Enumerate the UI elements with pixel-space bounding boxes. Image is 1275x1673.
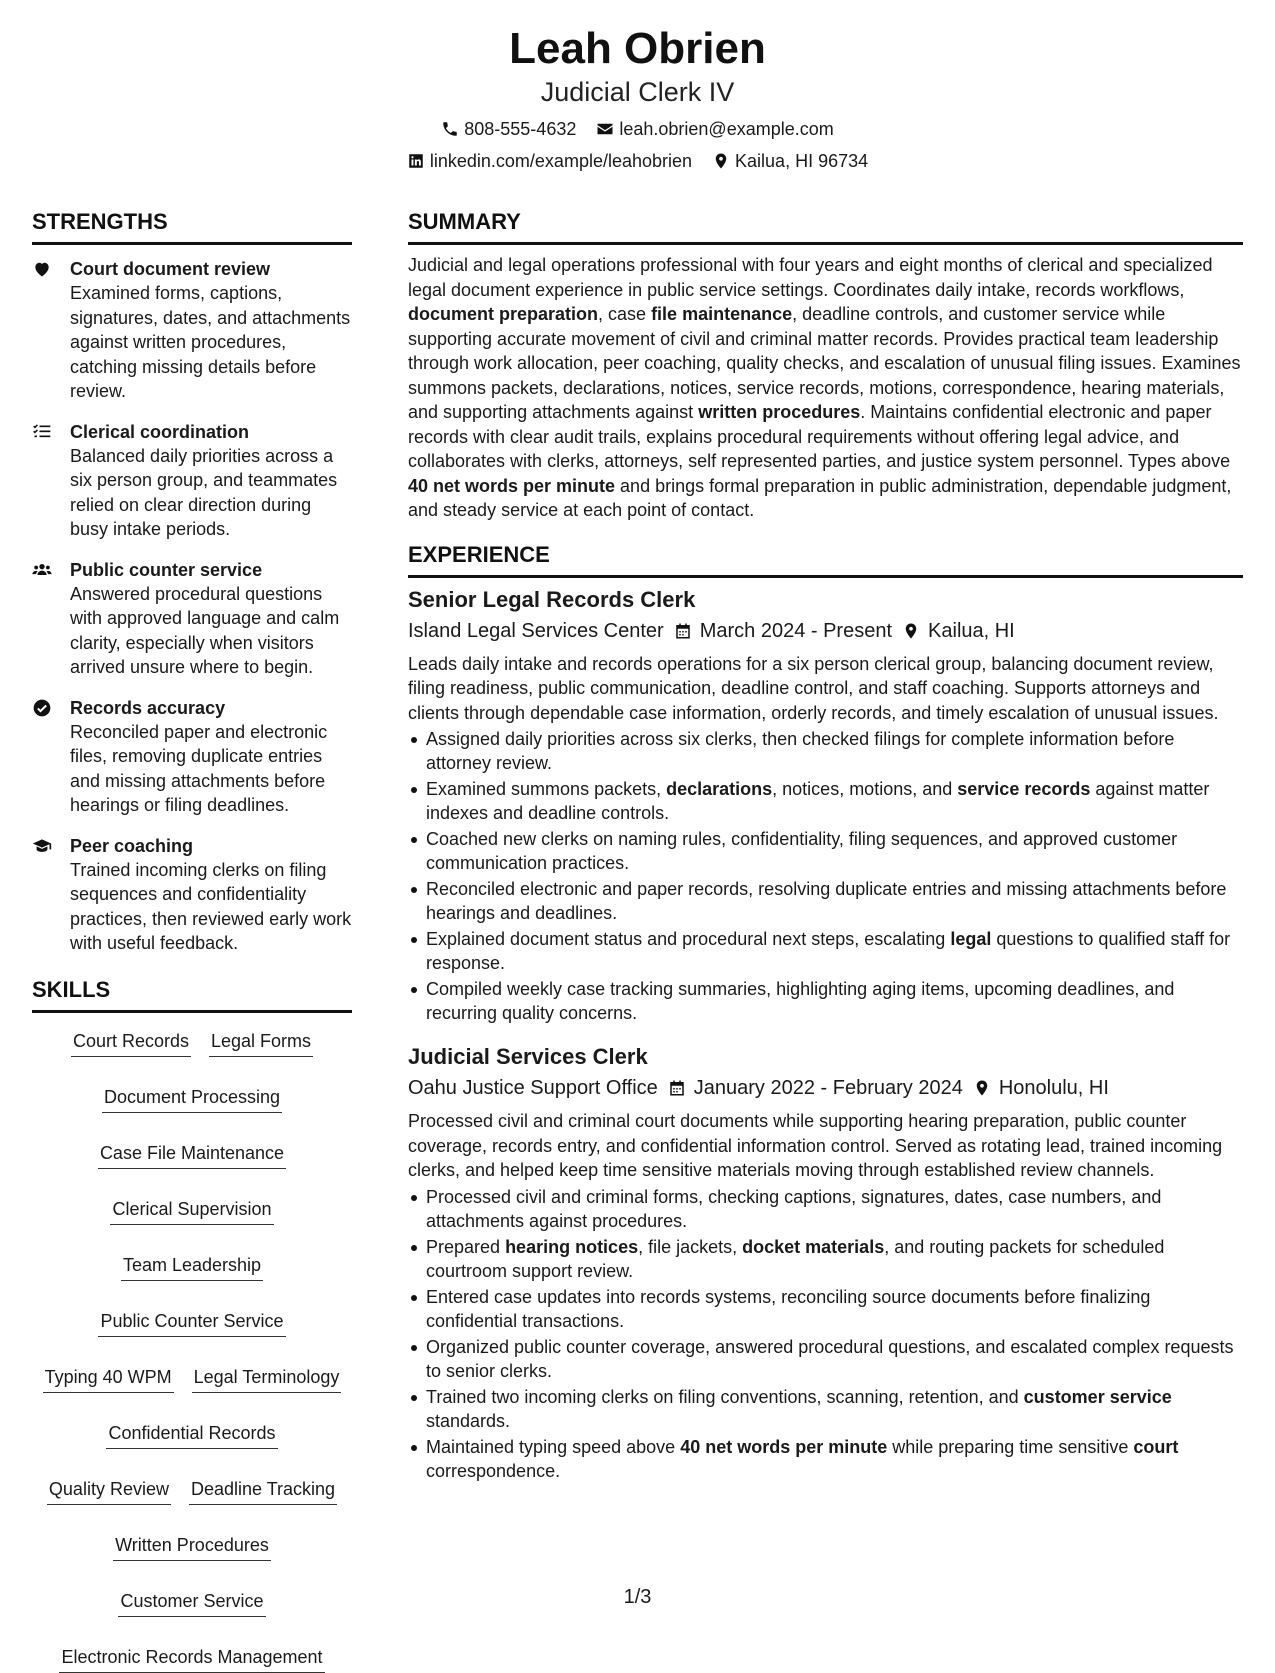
heart-icon [32,259,52,279]
skills-list [32,1029,352,1673]
job-title: Senior Legal Records Clerk [408,586,696,612]
calendar-icon [674,622,692,640]
summary-heading: SUMMARY [408,208,1243,245]
bullet-item: Organized public counter coverage, answered procedural questions, and escalated complex requests to senior clerks. [408,1335,1243,1383]
strengths-list [32,257,352,956]
candidate-role: Judicial Clerk IV [540,77,735,107]
skill-tag: Case File Maintenance [98,1141,286,1169]
bullet-item: Processed civil and criminal forms, checking captions, signatures, dates, case numbers, and attachments against procedures. [408,1185,1243,1233]
page-number: 1/3 [623,1586,652,1608]
skills-section [32,976,352,1673]
job-bullets [408,1185,1243,1483]
skill-tag: Typing 40 WPM [43,1365,174,1393]
linkedin-text: linkedin.com/example/leahobrien [429,151,693,171]
strength-desc: Answered procedural questions with approved language and calm clarity, especially when visitors arrived unsure where to begin. [70,583,340,677]
strength-title: Peer coaching [70,835,194,856]
map-pin-icon [712,152,730,170]
strength-item [32,696,352,818]
job-location: Kailua, HI [928,619,1015,642]
summary-text: Judicial and legal operations professional with four years and eight months of clerical and specialized legal document experience in public service settings. Coordinates daily intake, records workflows, document preparation, case file maintenance, deadline controls, and customer service while supporting accurate movement of civil and criminal matter records. Provides practical team leadership through work allocation, peer coaching, quality checks, and escalation of unusual filing issues. Examines summons packets, declarations, notices, service records, motions, correspondence, hearing materials, and supporting attachments against written procedures. Maintains confidential electronic and paper records with clear audit trails, explains procedural requirements without offering legal advice, and collaborates with clerks, attorneys, self represented parties, and justice system personnel. Types above 40 net words per minute and brings formal preparation in public administration, dependable judgment, and steady service at each point of contact. [408,255,1241,520]
strength-item [32,257,352,404]
bullet-item: Compiled weekly case tracking summaries, highlighting aging items, upcoming deadlines, and recurring quality concerns. [408,977,1243,1025]
skill-tag: Court Records [71,1029,191,1057]
skill-tag: Customer Service [118,1589,265,1617]
skill-tag: Team Leadership [121,1253,263,1281]
skill-tag: Legal Forms [209,1029,313,1057]
left-column [32,208,352,1673]
bullet-item: Examined summons packets, declarations, notices, motions, and service records against matter indexes and deadline controls. [408,777,1243,825]
skills-heading: SKILLS [32,976,352,1013]
strength-item [32,420,352,542]
skill-tag: Public Counter Service [98,1309,285,1337]
skill-tag: Document Processing [102,1085,282,1113]
job-title: Judicial Services Clerk [408,1044,648,1069]
strengths-heading: STRENGTHS [32,208,352,245]
strength-item [32,558,352,680]
phone-text: 808-555-4632 [464,119,577,139]
bullet-item: Prepared hearing notices, file jackets, docket materials, and routing packets for scheduled courtroom support review. [408,1235,1243,1283]
skill-tag: Deadline Tracking [189,1477,337,1505]
job-location: Honolulu, HI [998,1077,1109,1099]
strengths-section [32,208,352,956]
strength-title: Records accuracy [70,697,226,718]
job-entry [408,1043,1243,1483]
strength-title: Clerical coordination [70,421,250,442]
resume-header [0,22,1275,172]
check-circle-icon [32,698,52,718]
map-pin-icon [902,622,920,640]
strength-title: Court document review [70,259,271,279]
job-description: Processed civil and criminal court documents while supporting hearing preparation, public counter coverage, records entry, and confidential information control. Served as rotating lead, trained incoming clerks, and helped keep time sensitive materials moving through established review channels. [408,1111,1223,1180]
right-column [408,208,1243,1485]
bullet-item: Reconciled electronic and paper records, resolving duplicate entries and missing attachments before hearings and deadlines. [408,877,1243,925]
strength-desc: Reconciled paper and electronic files, removing duplicate entries and missing attachments before hearings or filing deadlines. [70,721,328,815]
envelope-icon [596,120,614,138]
location-text: Kailua, HI 96734 [735,151,869,171]
bullet-item: Coached new clerks on naming rules, confidentiality, filing sequences, and approved customer communication practices. [408,827,1243,875]
contact-line-1 [0,118,1275,140]
strength-desc: Balanced daily priorities across a six person group, and teammates relied on clear direction during busy intake periods. [70,445,338,539]
job-dates: March 2024 - Present [699,619,893,642]
bullet-item: Trained two incoming clerks on filing conventions, scanning, retention, and customer service standards. [408,1385,1243,1433]
experience-heading: EXPERIENCE [408,541,1243,578]
graduation-cap-icon [32,836,52,856]
job-meta [408,1075,1243,1101]
calendar-icon [668,1079,686,1097]
job-company: Island Legal Services Center [408,619,664,642]
bullet-item: Assigned daily priorities across six clerks, then checked filings for complete information before attorney review. [408,727,1243,775]
job-entry [408,586,1243,1026]
users-icon [32,560,52,580]
experience-section [408,541,1243,1483]
phone-icon [441,120,459,138]
map-pin-icon [973,1079,991,1097]
bullet-item: Entered case updates into records systems, reconciling source documents before finalizing confidential transactions. [408,1285,1243,1333]
job-description: Leads daily intake and records operations for a six person clerical group, balancing document review, filing readiness, public communication, deadline control, and staff coaching. Supports attorneys and clients through dependable case information, orderly records, and timely escalation of unusual issues. [408,653,1219,723]
skill-tag: Confidential Records [106,1421,277,1449]
strength-title: Public counter service [70,559,263,580]
skill-tag: Written Procedures [113,1533,271,1561]
strength-item [32,834,352,956]
job-company: Oahu Justice Support Office [408,1077,658,1099]
bullet-item: Explained document status and procedural next steps, escalating legal questions to qualified staff for response. [408,927,1243,975]
job-bullets [408,727,1243,1025]
skill-tag: Clerical Supervision [110,1197,273,1225]
job-meta [408,618,1243,644]
location-contact [712,150,868,172]
linkedin-icon [407,152,425,170]
skill-tag: Quality Review [47,1477,171,1505]
email-contact[interactable] [596,118,833,140]
strength-desc: Trained incoming clerks on filing sequences and confidentiality practices, then reviewed early work with useful feedback. [70,859,352,953]
contact-line-2 [0,150,1275,172]
job-dates: January 2022 - February 2024 [693,1077,963,1099]
skill-tag: Electronic Records Management [59,1645,324,1673]
candidate-name: Leah Obrien [509,24,766,73]
bullet-item: Maintained typing speed above 40 net words per minute while preparing time sensitive court correspondence. [408,1435,1243,1483]
email-text: leah.obrien@example.com [619,119,834,139]
skill-tag: Legal Terminology [192,1365,342,1393]
linkedin-contact[interactable] [407,150,692,172]
summary-section [408,208,1243,523]
strength-desc: Examined forms, captions, signatures, dates, and attachments against written procedures, catching missing details before review. [70,283,351,401]
list-check-icon [32,422,52,442]
phone-contact [441,118,576,140]
